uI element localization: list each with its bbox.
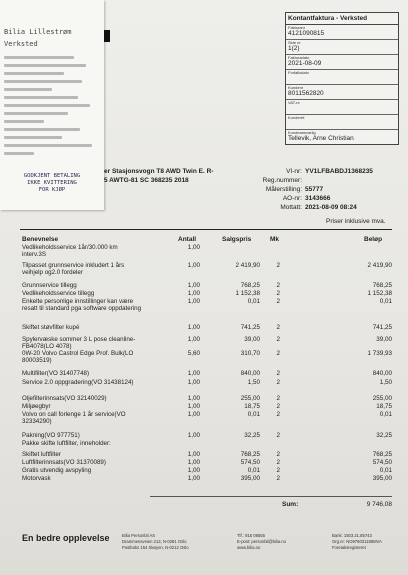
info-label-ao: AO-nr: bbox=[282, 195, 302, 202]
sum-value: 9 746,08 bbox=[366, 501, 392, 508]
line-unit-price: 0,01 bbox=[247, 298, 260, 305]
line-amount: 574,50 bbox=[372, 459, 392, 466]
line-amount: 1 152,38 bbox=[367, 290, 392, 297]
line-unit-price: 768,25 bbox=[240, 451, 260, 458]
line-quantity: 1,00 bbox=[187, 395, 200, 402]
info-label-vin: VI-nr: bbox=[286, 168, 302, 175]
line-vat-code: 2 bbox=[276, 467, 280, 474]
line-quantity: 1,00 bbox=[187, 459, 200, 466]
col-header-desc: Benevnelse bbox=[22, 236, 59, 243]
line-description: Vedlikeholdsservice tillegg bbox=[22, 290, 95, 297]
footer-company-address: Drammensveien 213, N-0281 Oslo bbox=[122, 539, 187, 544]
line-quantity: 1,00 bbox=[187, 262, 200, 269]
line-description: Luftfilterinnsats(VO 31370089) bbox=[22, 459, 106, 466]
line-unit-price: 395,00 bbox=[240, 475, 260, 482]
line-unit-price: 2 419,90 bbox=[235, 262, 260, 269]
receipt-faded-line bbox=[4, 152, 34, 155]
line-vat-code: 2 bbox=[276, 475, 280, 482]
line-vat-code: 2 bbox=[276, 459, 280, 466]
line-amount: 1 739,93 bbox=[367, 350, 392, 357]
footer-bank: Bank: 1503.21.85743 bbox=[332, 533, 372, 538]
receipt-faded-line bbox=[4, 80, 82, 83]
line-vat-code: 2 bbox=[276, 350, 280, 357]
line-unit-price: 39,00 bbox=[244, 336, 260, 343]
line-vat-code: 2 bbox=[276, 262, 280, 269]
line-unit-price: 255,00 bbox=[240, 395, 260, 402]
line-vat-code: 2 bbox=[276, 411, 280, 418]
line-amount: 255,00 bbox=[372, 395, 392, 402]
receipt-faded-line bbox=[4, 88, 52, 91]
payment-receipt bbox=[0, 0, 104, 210]
receipt-faded-line bbox=[4, 72, 64, 75]
field-invoice-number: Fakturanr 4121090815 bbox=[286, 25, 398, 40]
footer-company-name: Bilia Personbil AS bbox=[122, 533, 156, 538]
line-amount: 2 419,90 bbox=[367, 262, 392, 269]
line-quantity: 1,00 bbox=[187, 290, 200, 297]
line-unit-price: 18,75 bbox=[244, 403, 260, 410]
line-vat-code: 2 bbox=[276, 432, 280, 439]
info-value-vin: YV1LFBABDJ1368235 bbox=[305, 168, 373, 175]
line-amount: 1,50 bbox=[379, 379, 392, 386]
sum-rule bbox=[150, 496, 392, 497]
line-description: Service 2.0 oppgradering(VO 31438124) bbox=[22, 379, 134, 386]
col-header-qty: Antall bbox=[178, 236, 197, 243]
line-quantity: 1,00 bbox=[187, 451, 200, 458]
col-header-amount: Beløp bbox=[364, 236, 383, 243]
line-unit-price: 32,25 bbox=[244, 432, 260, 439]
line-description: Enkelte personlige innstillinger kan være resatt til standard pga software oppdatering bbox=[22, 298, 142, 313]
receipt-stamp: GODKJENT BETALING IKKE KVITTERING FOR KJØP bbox=[23, 173, 81, 193]
line-quantity: 1,00 bbox=[187, 467, 200, 474]
line-amount: 0,01 bbox=[379, 467, 392, 474]
line-vat-code: 2 bbox=[276, 290, 280, 297]
line-vat-code: 2 bbox=[276, 370, 280, 377]
line-vat-code: 2 bbox=[276, 282, 280, 289]
price-note: Priser inklusive mva. bbox=[326, 218, 386, 225]
line-quantity: 1,00 bbox=[187, 432, 200, 439]
line-vat-code: 2 bbox=[276, 298, 280, 305]
receipt-store-name: Bilia Lillestrøm bbox=[4, 28, 72, 36]
field-vat-number: VAT-nr bbox=[286, 100, 398, 115]
line-amount: 768,25 bbox=[372, 282, 392, 289]
info-value-mileage: 55777 bbox=[305, 186, 324, 193]
line-description: Pakning(VO 977751) bbox=[22, 432, 80, 439]
line-unit-price: 0,01 bbox=[247, 467, 260, 474]
line-description: Pakke skifte luftfilter, inneholder: bbox=[22, 440, 111, 447]
field-customer-number: Kundenr 8011562820 bbox=[286, 85, 398, 100]
line-amount: 0,01 bbox=[379, 411, 392, 418]
line-description: Multifilter(VO 31407748) bbox=[22, 370, 90, 377]
line-description: Vedlikeholdsservice 1år/30.000 km interv.3S bbox=[22, 244, 118, 259]
line-description: Miljøegbyr bbox=[22, 403, 51, 410]
col-header-mk: Mk bbox=[270, 236, 280, 243]
line-amount: 768,25 bbox=[372, 451, 392, 458]
footer-phone: Tlf.: 915 08555 bbox=[237, 533, 265, 538]
line-description: Gratis utvendig avspyling bbox=[22, 467, 92, 474]
line-vat-code: 2 bbox=[276, 379, 280, 386]
info-value-ao: 3143666 bbox=[305, 195, 331, 202]
receipt-faded-line bbox=[4, 120, 44, 123]
info-label-reg: Reg.nummer: bbox=[262, 177, 302, 184]
line-amount: 840,00 bbox=[372, 370, 392, 377]
line-vat-code: 2 bbox=[276, 336, 280, 343]
line-description: Motorvask bbox=[22, 475, 51, 482]
field-customer-manager: Kundeansvarlig Tellevik, Arne Christian bbox=[288, 130, 354, 142]
line-unit-price: 574,50 bbox=[240, 459, 260, 466]
line-quantity: 1,00 bbox=[187, 475, 200, 482]
line-quantity: 1,00 bbox=[187, 324, 200, 331]
sum-label: Sum: bbox=[282, 501, 299, 508]
info-value-received: 2021-08-09 08:24 bbox=[305, 204, 357, 211]
footer-orgnr: Org.nr: NO976031188MVA bbox=[332, 539, 382, 544]
line-unit-price: 1 152,38 bbox=[235, 290, 260, 297]
line-quantity: 1,00 bbox=[187, 379, 200, 386]
line-description: Spylervæske sommer 3 L pose cleanline- FB4078(LO 4078) bbox=[22, 336, 136, 351]
receipt-faded-line bbox=[4, 128, 80, 131]
line-description: Oljefilterinnsats(VO 32140029) bbox=[22, 395, 107, 402]
footer-slogan: En bedre opplevelse bbox=[22, 533, 110, 543]
line-amount: 32,25 bbox=[376, 432, 392, 439]
footer-registry: Foretaksregisteret bbox=[332, 545, 366, 550]
line-unit-price: 741,25 bbox=[240, 324, 260, 331]
receipt-faded-line bbox=[4, 112, 68, 115]
field-page-number: Side nr 1(2) bbox=[286, 40, 398, 55]
footer-website: www.bilia.no bbox=[237, 545, 261, 550]
receipt-faded-line bbox=[4, 56, 74, 59]
line-quantity: 1,00 bbox=[187, 298, 200, 305]
line-description: Tilpasset grunnservice inkludert 1 års veihjelp og2.0 fordeler bbox=[22, 262, 125, 277]
field-customer-ref: Kunderef. bbox=[286, 115, 398, 130]
invoice-header-form bbox=[285, 12, 399, 145]
line-amount: 395,00 bbox=[372, 475, 392, 482]
line-amount: 39,00 bbox=[376, 336, 392, 343]
line-vat-code: 2 bbox=[276, 403, 280, 410]
line-quantity: 1,00 bbox=[187, 411, 200, 418]
line-description: Skiftet luftfilter bbox=[22, 451, 61, 458]
info-label-mileage: Målerstilling: bbox=[265, 186, 302, 193]
line-vat-code: 2 bbox=[276, 395, 280, 402]
line-vat-code: 2 bbox=[276, 451, 280, 458]
receipt-faded-line bbox=[4, 104, 90, 107]
line-vat-code: 2 bbox=[276, 324, 280, 331]
line-quantity: 1,00 bbox=[187, 403, 200, 410]
line-quantity: 1,00 bbox=[187, 370, 200, 377]
receipt-department: Verksted bbox=[4, 40, 38, 48]
vehicle-model: er Stasjonsvogn T8 AWD Twin E. R- bbox=[104, 168, 214, 175]
invoice-title: Kontantfaktura - Verksted bbox=[286, 13, 398, 25]
line-description: Grunnservice tillegg bbox=[22, 282, 77, 289]
line-description: Skiftet støvfilter kupé bbox=[22, 324, 80, 331]
line-quantity: 1,00 bbox=[187, 244, 200, 251]
line-unit-price: 0,01 bbox=[247, 411, 260, 418]
field-due-date: Forfallsdato bbox=[286, 70, 398, 85]
footer-company-postbox: Postboks 154 Skøyen, N-0212 Oslo bbox=[122, 545, 189, 550]
line-quantity: 1,00 bbox=[187, 336, 200, 343]
line-quantity: 5,60 bbox=[187, 350, 200, 357]
receipt-faded-line bbox=[4, 144, 92, 147]
col-header-price: Salgspris bbox=[222, 236, 252, 243]
table-top-rule bbox=[20, 229, 392, 230]
receipt-faded-line bbox=[4, 96, 78, 99]
line-amount: 0,01 bbox=[379, 298, 392, 305]
line-quantity: 1,00 bbox=[187, 282, 200, 289]
line-unit-price: 768,25 bbox=[240, 282, 260, 289]
line-amount: 741,25 bbox=[372, 324, 392, 331]
line-description: Volvo on call forlenge 1 år service(VO 32334290) bbox=[22, 411, 126, 426]
info-label-received: Mottatt: bbox=[280, 204, 302, 211]
line-unit-price: 1,50 bbox=[247, 379, 260, 386]
line-description: 0W-20 Volvo Castrol Edge Prof. Bulk(LO 80003519) bbox=[22, 350, 134, 365]
footer-email: E-post: personbil@bilia.no bbox=[237, 539, 286, 544]
field-invoice-date: Fakturadato 2021-08-09 bbox=[286, 55, 398, 70]
line-unit-price: 840,00 bbox=[240, 370, 260, 377]
receipt-faded-line bbox=[4, 64, 86, 67]
receipt-faded-line bbox=[4, 136, 62, 139]
vehicle-code: 5 AWTG-81 SC 368235 2018 bbox=[104, 177, 189, 184]
line-amount: 18,75 bbox=[376, 403, 392, 410]
line-unit-price: 310,70 bbox=[240, 350, 260, 357]
